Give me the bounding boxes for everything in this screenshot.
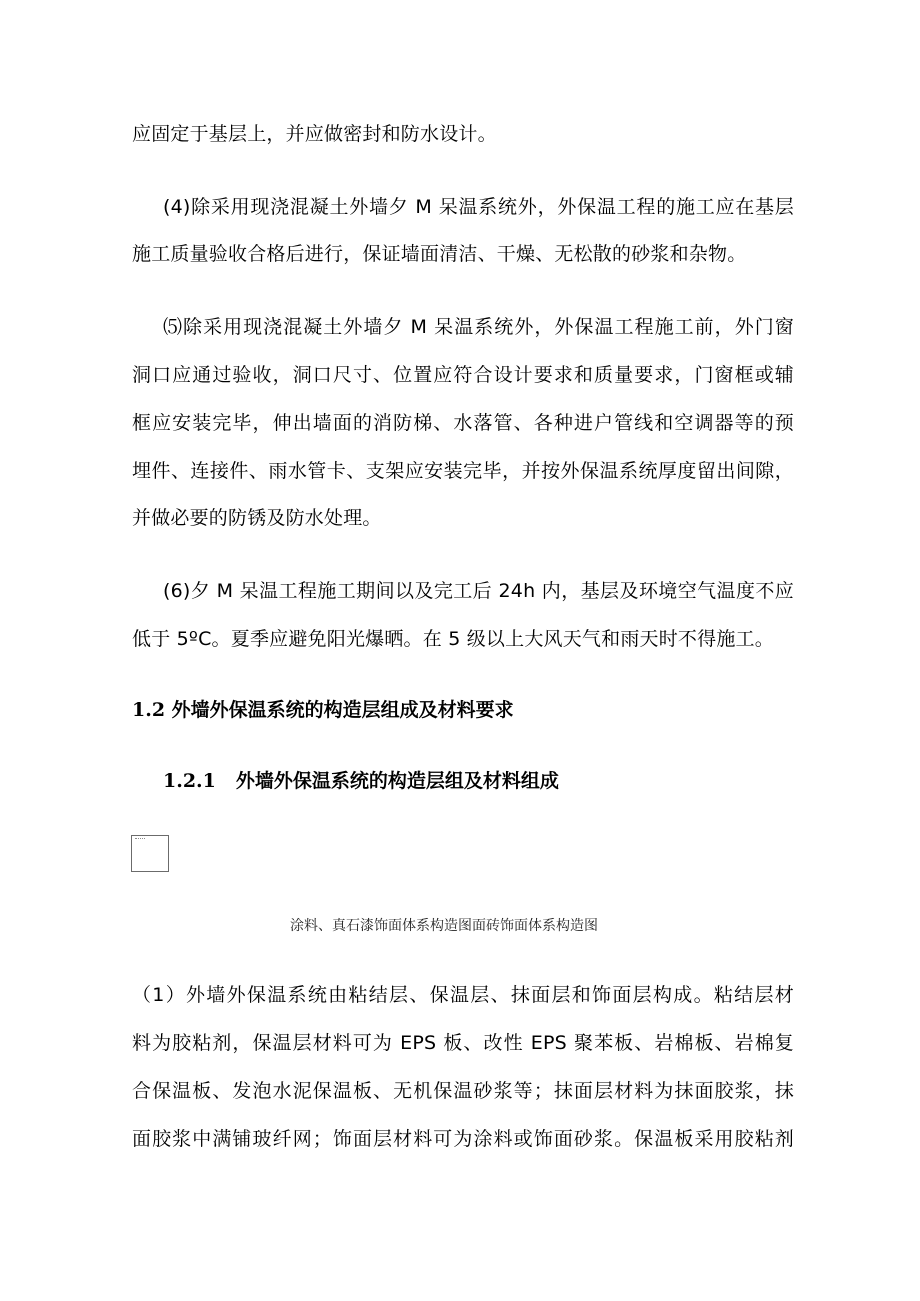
- paragraph-4-line-2: 施工质量验收合格后进行，保证墙面清洁、干燥、无松散的砂浆和杂物。: [132, 243, 747, 265]
- paragraph-5-line-2: 洞口应通过验收，洞口尺寸、位置应符合设计要求和质量要求，门窗框或辅: [132, 364, 794, 386]
- paragraph-7-line-3: 合保温板、发泡水泥保温板、无机保温砂浆等；抹面层材料为抹面胶浆，抹: [132, 1080, 794, 1102]
- paragraph-7-line-2: 料为胶粘剂，保温层材料可为 EPS 板、改性 EPS 聚苯板、岩棉板、岩棉复: [132, 1032, 794, 1054]
- section-heading-1-2-1: [163, 767, 559, 795]
- paragraph-6-line-2: 低于 5ºC。夏季应避免阳光爆晒。在 5 级以上大风天气和雨天时不得施工。: [132, 628, 774, 650]
- paragraph-5-line-5: 并做必要的防锈及防水处理。: [132, 507, 382, 529]
- paragraph-5-line-3: 框应安装完毕，伸出墙面的消防梯、水落管、各种进户管线和空调器等的预: [132, 412, 794, 434]
- section-heading-1-2: 1.2 外墙外保温系统的构造层组成及材料要求: [132, 699, 514, 721]
- figure-placeholder-image: [131, 835, 169, 872]
- section-number: 1.2.1: [163, 770, 216, 792]
- figure-placeholder-mark: [135, 838, 145, 841]
- paragraph-7-line-4: 面胶浆中满铺玻纤网；饰面层材料可为涂料或饰面砂浆。保温板采用胶粘剂: [132, 1128, 794, 1150]
- paragraph-5-line-1: ⑸除采用现浇混凝土外墙夕 M 呆温系统外，外保温工程施工前，外门窗: [163, 316, 794, 338]
- paragraph-5-line-4: 埋件、连接件、雨水管卡、支架应安装完毕，并按外保温系统厚度留出间隙，: [132, 460, 794, 482]
- paragraph-6-line-1: (6)夕 M 呆温工程施工期间以及完工后 24h 内，基层及环境空气温度不应: [163, 580, 794, 602]
- paragraph-intro-line-1: 应固定于基层上，并应做密封和防水设计。: [132, 123, 497, 145]
- figure-caption: 涂料、真石漆饰面体系构造图面砖饰面体系构造图: [290, 918, 598, 934]
- paragraph-7-line-1: （1）外墙外保温系统由粘结层、保温层、抹面层和饰面层构成。粘结层材: [132, 984, 794, 1006]
- section-title: 外墙外保温系统的构造层组及材料组成: [235, 770, 559, 792]
- paragraph-4-line-1: (4)除采用现浇混凝土外墙夕 M 呆温系统外，外保温工程的施工应在基层: [163, 196, 794, 218]
